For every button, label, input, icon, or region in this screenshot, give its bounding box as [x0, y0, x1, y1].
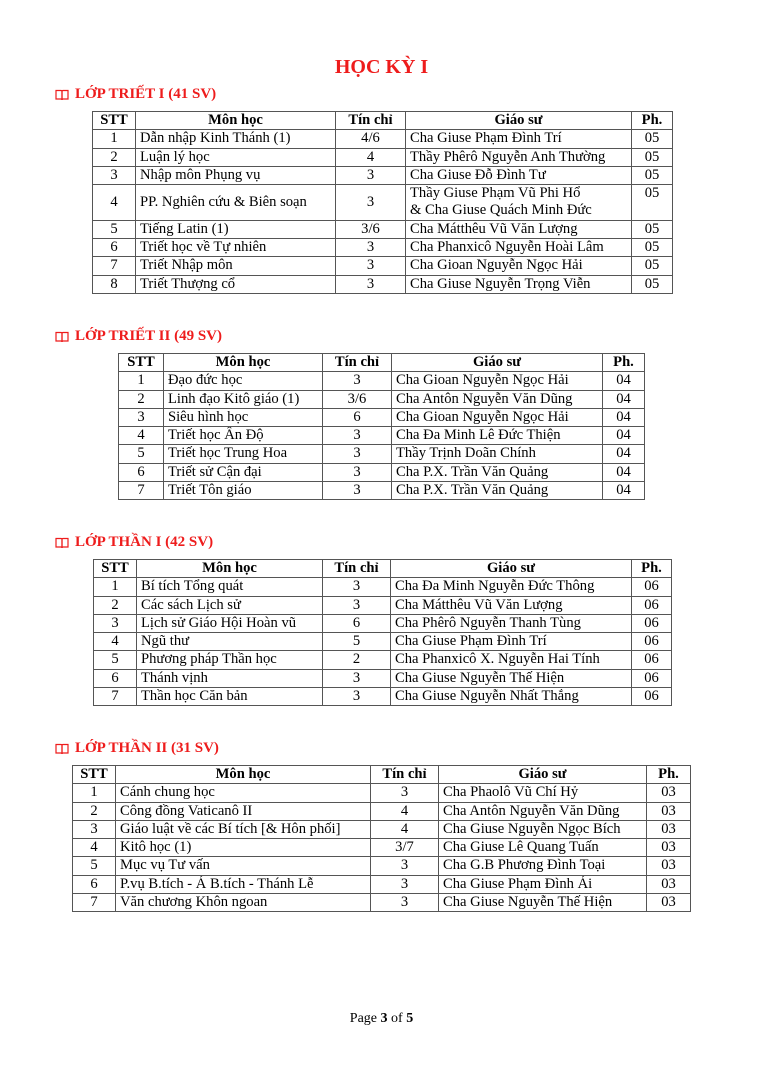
credits-cell: 4: [371, 820, 439, 838]
room-cell: 04: [603, 427, 645, 445]
table-row: [119, 408, 645, 426]
subject-cell: Các sách Lịch sử: [137, 596, 323, 614]
professor-cell: Cha Antôn Nguyễn Văn Dũng: [439, 802, 647, 820]
room-cell: 05: [632, 275, 673, 293]
professor-cell: Cha Gioan Nguyễn Ngọc Hải: [392, 408, 603, 426]
credits-cell: 3/6: [336, 220, 406, 238]
subject-cell: Triết học Ấn Độ: [164, 427, 323, 445]
subject-cell: Mục vụ Tư vấn: [116, 857, 371, 875]
room-cell: 06: [632, 688, 672, 706]
professor-line: Thầy Giuse Phạm Vũ Phi Hổ: [410, 185, 581, 202]
room-cell: 06: [632, 596, 672, 614]
professor-cell: Cha Giuse Nguyễn Thế Hiện: [391, 669, 632, 687]
subject-cell: Thần học Căn bản: [137, 688, 323, 706]
professor-cell: Cha Phanxicô X. Nguyễn Hai Tính: [391, 651, 632, 669]
professor-cell: Cha Giuse Nguyễn Nhất Thắng: [391, 688, 632, 706]
table-body: [93, 130, 673, 294]
credits-cell: 4: [371, 802, 439, 820]
credits-cell: 3: [371, 857, 439, 875]
stt-cell: 3: [119, 408, 164, 426]
subject-cell: Tiếng Latin (1): [136, 220, 336, 238]
stt-cell: 3: [73, 820, 116, 838]
header-professor: Giáo sư: [439, 766, 647, 784]
credits-cell: 3: [323, 445, 392, 463]
professor-cell: Cha Phanxicô Nguyễn Hoài Lâm: [406, 239, 632, 257]
subject-cell: Triết học Trung Hoa: [164, 445, 323, 463]
table-row: [94, 596, 672, 614]
subject-cell: Luận lý học: [136, 148, 336, 166]
header-credits: Tín chỉ: [323, 354, 392, 372]
stt-cell: 1: [119, 372, 164, 390]
table-row: [94, 669, 672, 687]
header-professor: Giáo sư: [391, 560, 632, 578]
stt-cell: 2: [94, 596, 137, 614]
professor-cell: Cha Giuse Phạm Đình Trí: [391, 633, 632, 651]
room-cell: 05: [632, 239, 673, 257]
subject-cell: Siêu hình học: [164, 408, 323, 426]
professor-cell: Cha Mátthêu Vũ Văn Lượng: [391, 596, 632, 614]
subject-cell: Linh đạo Kitô giáo (1): [164, 390, 323, 408]
credits-cell: 3: [323, 669, 391, 687]
room-cell: 04: [603, 463, 645, 481]
course-table: [72, 765, 691, 912]
room-cell: 04: [603, 372, 645, 390]
section-title: LỚP TRIẾT I (41 SV): [75, 86, 217, 102]
room-cell: 03: [647, 857, 691, 875]
subject-cell: Kitô học (1): [116, 839, 371, 857]
header-subject: Môn học: [136, 112, 336, 130]
table-row: [119, 390, 645, 408]
credits-cell: 4/6: [336, 130, 406, 148]
table-row: [93, 239, 673, 257]
stt-cell: 4: [93, 185, 136, 221]
credits-cell: 2: [323, 651, 391, 669]
header-stt: STT: [94, 560, 137, 578]
table-row: [73, 894, 691, 912]
table-row: [93, 257, 673, 275]
subject-cell: Triết học về Tự nhiên: [136, 239, 336, 257]
book-icon: [55, 89, 69, 101]
professor-cell: Cha Giuse Nguyễn Thế Hiện: [439, 894, 647, 912]
stt-cell: 2: [73, 802, 116, 820]
room-cell: 03: [647, 839, 691, 857]
table-row: [73, 839, 691, 857]
table-body: [94, 578, 672, 706]
credits-cell: 5: [323, 633, 391, 651]
section-heading: [55, 328, 222, 345]
stt-cell: 1: [93, 130, 136, 148]
professor-cell: Cha Giuse Nguyễn Ngọc Bích: [439, 820, 647, 838]
room-cell: 06: [632, 578, 672, 596]
footer-prefix: Page: [349, 1011, 381, 1026]
table-row: [73, 857, 691, 875]
professor-line: & Cha Giuse Quách Minh Đức: [410, 202, 592, 219]
table-header-row: [119, 354, 645, 372]
subject-cell: Đạo đức học: [164, 372, 323, 390]
table-body: [73, 784, 691, 912]
professor-cell: Cha Phêrô Nguyễn Thanh Tùng: [391, 614, 632, 632]
section-heading: [55, 740, 219, 757]
table-row: [119, 482, 645, 500]
subject-cell: Lịch sử Giáo Hội Hoàn vũ: [137, 614, 323, 632]
professor-cell: Cha Giuse Lê Quang Tuấn: [439, 839, 647, 857]
room-cell: 04: [603, 408, 645, 426]
stt-cell: 1: [73, 784, 116, 802]
credits-cell: 3/6: [323, 390, 392, 408]
stt-cell: 6: [93, 239, 136, 257]
professor-cell: Cha Đa Minh Lê Đức Thiện: [392, 427, 603, 445]
header-room: Ph.: [632, 560, 672, 578]
subject-cell: Giáo luật về các Bí tích [& Hôn phối]: [116, 820, 371, 838]
stt-cell: 4: [119, 427, 164, 445]
credits-cell: 3: [371, 894, 439, 912]
section-heading: [55, 534, 213, 551]
credits-cell: 3: [371, 784, 439, 802]
room-cell: 04: [603, 445, 645, 463]
table-body: [119, 372, 645, 500]
subject-cell: P.vụ B.tích - Á B.tích - Thánh Lễ: [116, 875, 371, 893]
book-icon: [55, 537, 69, 549]
subject-cell: Nhập môn Phụng vụ: [136, 166, 336, 184]
room-cell: 03: [647, 894, 691, 912]
professor-cell: Cha Giuse Nguyễn Trọng Viễn: [406, 275, 632, 293]
subject-cell: Triết Thượng cổ: [136, 275, 336, 293]
stt-cell: 4: [73, 839, 116, 857]
subject-cell: Công đồng Vaticanô II: [116, 802, 371, 820]
header-subject: Môn học: [164, 354, 323, 372]
table-row: [73, 820, 691, 838]
table-row: [93, 148, 673, 166]
room-cell: 06: [632, 669, 672, 687]
table-header-row: [94, 560, 672, 578]
book-icon: [55, 331, 69, 343]
section-title: LỚP THẦN I (42 SV): [75, 534, 214, 550]
header-stt: STT: [93, 112, 136, 130]
section-title: LỚP TRIẾT II (49 SV): [75, 328, 222, 344]
credits-cell: 6: [323, 408, 392, 426]
credits-cell: 3: [323, 688, 391, 706]
stt-cell: 5: [93, 220, 136, 238]
credits-cell: 3: [323, 578, 391, 596]
footer-middle: of: [387, 1011, 407, 1026]
professor-cell: Cha Giuse Phạm Đình Trí: [406, 130, 632, 148]
room-cell: 03: [647, 875, 691, 893]
room-cell: 05: [632, 220, 673, 238]
course-table: [92, 111, 673, 294]
room-cell: 05: [632, 257, 673, 275]
subject-cell: Văn chương Khôn ngoan: [116, 894, 371, 912]
stt-cell: 6: [119, 463, 164, 481]
header-stt: STT: [73, 766, 116, 784]
page-footer: [0, 1011, 763, 1027]
credits-cell: 3: [336, 166, 406, 184]
header-subject: Môn học: [116, 766, 371, 784]
subject-cell: Triết Tôn giáo: [164, 482, 323, 500]
room-cell: 05: [632, 166, 673, 184]
credits-cell: 3: [323, 482, 392, 500]
table-row: [119, 427, 645, 445]
stt-cell: 3: [94, 614, 137, 632]
header-room: Ph.: [647, 766, 691, 784]
stt-cell: 7: [94, 688, 137, 706]
professor-cell: Cha Gioan Nguyễn Ngọc Hải: [406, 257, 632, 275]
credits-cell: 3: [336, 185, 406, 221]
header-credits: Tín chỉ: [371, 766, 439, 784]
table-row: [94, 633, 672, 651]
room-cell: 06: [632, 633, 672, 651]
course-table: [118, 353, 645, 500]
room-cell: 03: [647, 784, 691, 802]
table-row: [73, 802, 691, 820]
current-page: 3: [380, 1011, 388, 1026]
subject-cell: Triết sử Cận đại: [164, 463, 323, 481]
table-row: [93, 185, 673, 221]
subject-cell: Cánh chung học: [116, 784, 371, 802]
stt-cell: 4: [94, 633, 137, 651]
header-subject: Môn học: [137, 560, 323, 578]
table-row: [119, 445, 645, 463]
credits-cell: 3: [336, 239, 406, 257]
section-heading: [55, 86, 216, 103]
room-cell: 06: [632, 651, 672, 669]
stt-cell: 6: [73, 875, 116, 893]
credits-cell: 6: [323, 614, 391, 632]
stt-cell: 3: [93, 166, 136, 184]
table-row: [93, 220, 673, 238]
subject-cell: Thánh vịnh: [137, 669, 323, 687]
professor-cell: Cha Đa Minh Nguyễn Đức Thông: [391, 578, 632, 596]
stt-cell: 5: [94, 651, 137, 669]
header-room: Ph.: [632, 112, 673, 130]
room-cell: 03: [647, 802, 691, 820]
credits-cell: 4: [336, 148, 406, 166]
stt-cell: 7: [119, 482, 164, 500]
room-cell: 05: [632, 185, 673, 221]
table-row: [94, 651, 672, 669]
room-cell: 04: [603, 482, 645, 500]
page-title: HỌC KỲ I: [334, 56, 429, 78]
table-header-row: [73, 766, 691, 784]
table-row: [94, 688, 672, 706]
credits-cell: 3: [323, 427, 392, 445]
credits-cell: 3: [323, 463, 392, 481]
stt-cell: 2: [93, 148, 136, 166]
room-cell: 05: [632, 148, 673, 166]
credits-cell: 3: [336, 275, 406, 293]
credits-cell: 3: [323, 372, 392, 390]
table-row: [93, 130, 673, 148]
professor-cell: [406, 185, 632, 221]
room-cell: 04: [603, 390, 645, 408]
subject-cell: Bí tích Tổng quát: [137, 578, 323, 596]
professor-cell: Cha P.X. Trần Văn Quảng: [392, 463, 603, 481]
credits-cell: 3: [371, 875, 439, 893]
room-cell: 06: [632, 614, 672, 632]
professor-cell: Cha Giuse Đỗ Đình Tư: [406, 166, 632, 184]
section-title: LỚP THẦN II (31 SV): [75, 740, 219, 756]
header-credits: Tín chỉ: [323, 560, 391, 578]
stt-cell: 5: [119, 445, 164, 463]
course-table: [93, 559, 672, 706]
header-credits: Tín chỉ: [336, 112, 406, 130]
credits-cell: 3: [323, 596, 391, 614]
header-room: Ph.: [603, 354, 645, 372]
professor-cell: Cha Mátthêu Vũ Văn Lượng: [406, 220, 632, 238]
total-pages: 5: [406, 1011, 414, 1026]
professor-cell: Thầy Trịnh Doãn Chính: [392, 445, 603, 463]
stt-cell: 1: [94, 578, 137, 596]
header-professor: Giáo sư: [406, 112, 632, 130]
book-icon: [55, 743, 69, 755]
table-row: [94, 614, 672, 632]
stt-cell: 8: [93, 275, 136, 293]
subject-cell: Triết Nhập môn: [136, 257, 336, 275]
stt-cell: 5: [73, 857, 116, 875]
stt-cell: 6: [94, 669, 137, 687]
professor-cell: Cha Giuse Phạm Đình Ái: [439, 875, 647, 893]
stt-cell: 7: [73, 894, 116, 912]
subject-cell: PP. Nghiên cứu & Biên soạn: [136, 185, 336, 221]
subject-cell: Ngũ thư: [137, 633, 323, 651]
header-stt: STT: [119, 354, 164, 372]
header-professor: Giáo sư: [392, 354, 603, 372]
professor-cell: Thầy Phêrô Nguyễn Anh Thường: [406, 148, 632, 166]
room-cell: 03: [647, 820, 691, 838]
table-row: [93, 166, 673, 184]
subject-cell: Dẫn nhập Kinh Thánh (1): [136, 130, 336, 148]
table-row: [94, 578, 672, 596]
professor-cell: Cha Gioan Nguyễn Ngọc Hải: [392, 372, 603, 390]
table-row: [73, 784, 691, 802]
table-header-row: [93, 112, 673, 130]
table-row: [119, 463, 645, 481]
table-row: [73, 875, 691, 893]
professor-cell: Cha P.X. Trần Văn Quảng: [392, 482, 603, 500]
professor-cell: Cha G.B Phương Đình Toại: [439, 857, 647, 875]
subject-cell: Phương pháp Thần học: [137, 651, 323, 669]
credits-cell: 3: [336, 257, 406, 275]
table-row: [93, 275, 673, 293]
professor-cell: Cha Antôn Nguyễn Văn Dũng: [392, 390, 603, 408]
stt-cell: 7: [93, 257, 136, 275]
stt-cell: 2: [119, 390, 164, 408]
room-cell: 05: [632, 130, 673, 148]
table-row: [119, 372, 645, 390]
professor-cell: Cha Phaolô Vũ Chí Hỷ: [439, 784, 647, 802]
credits-cell: 3/7: [371, 839, 439, 857]
